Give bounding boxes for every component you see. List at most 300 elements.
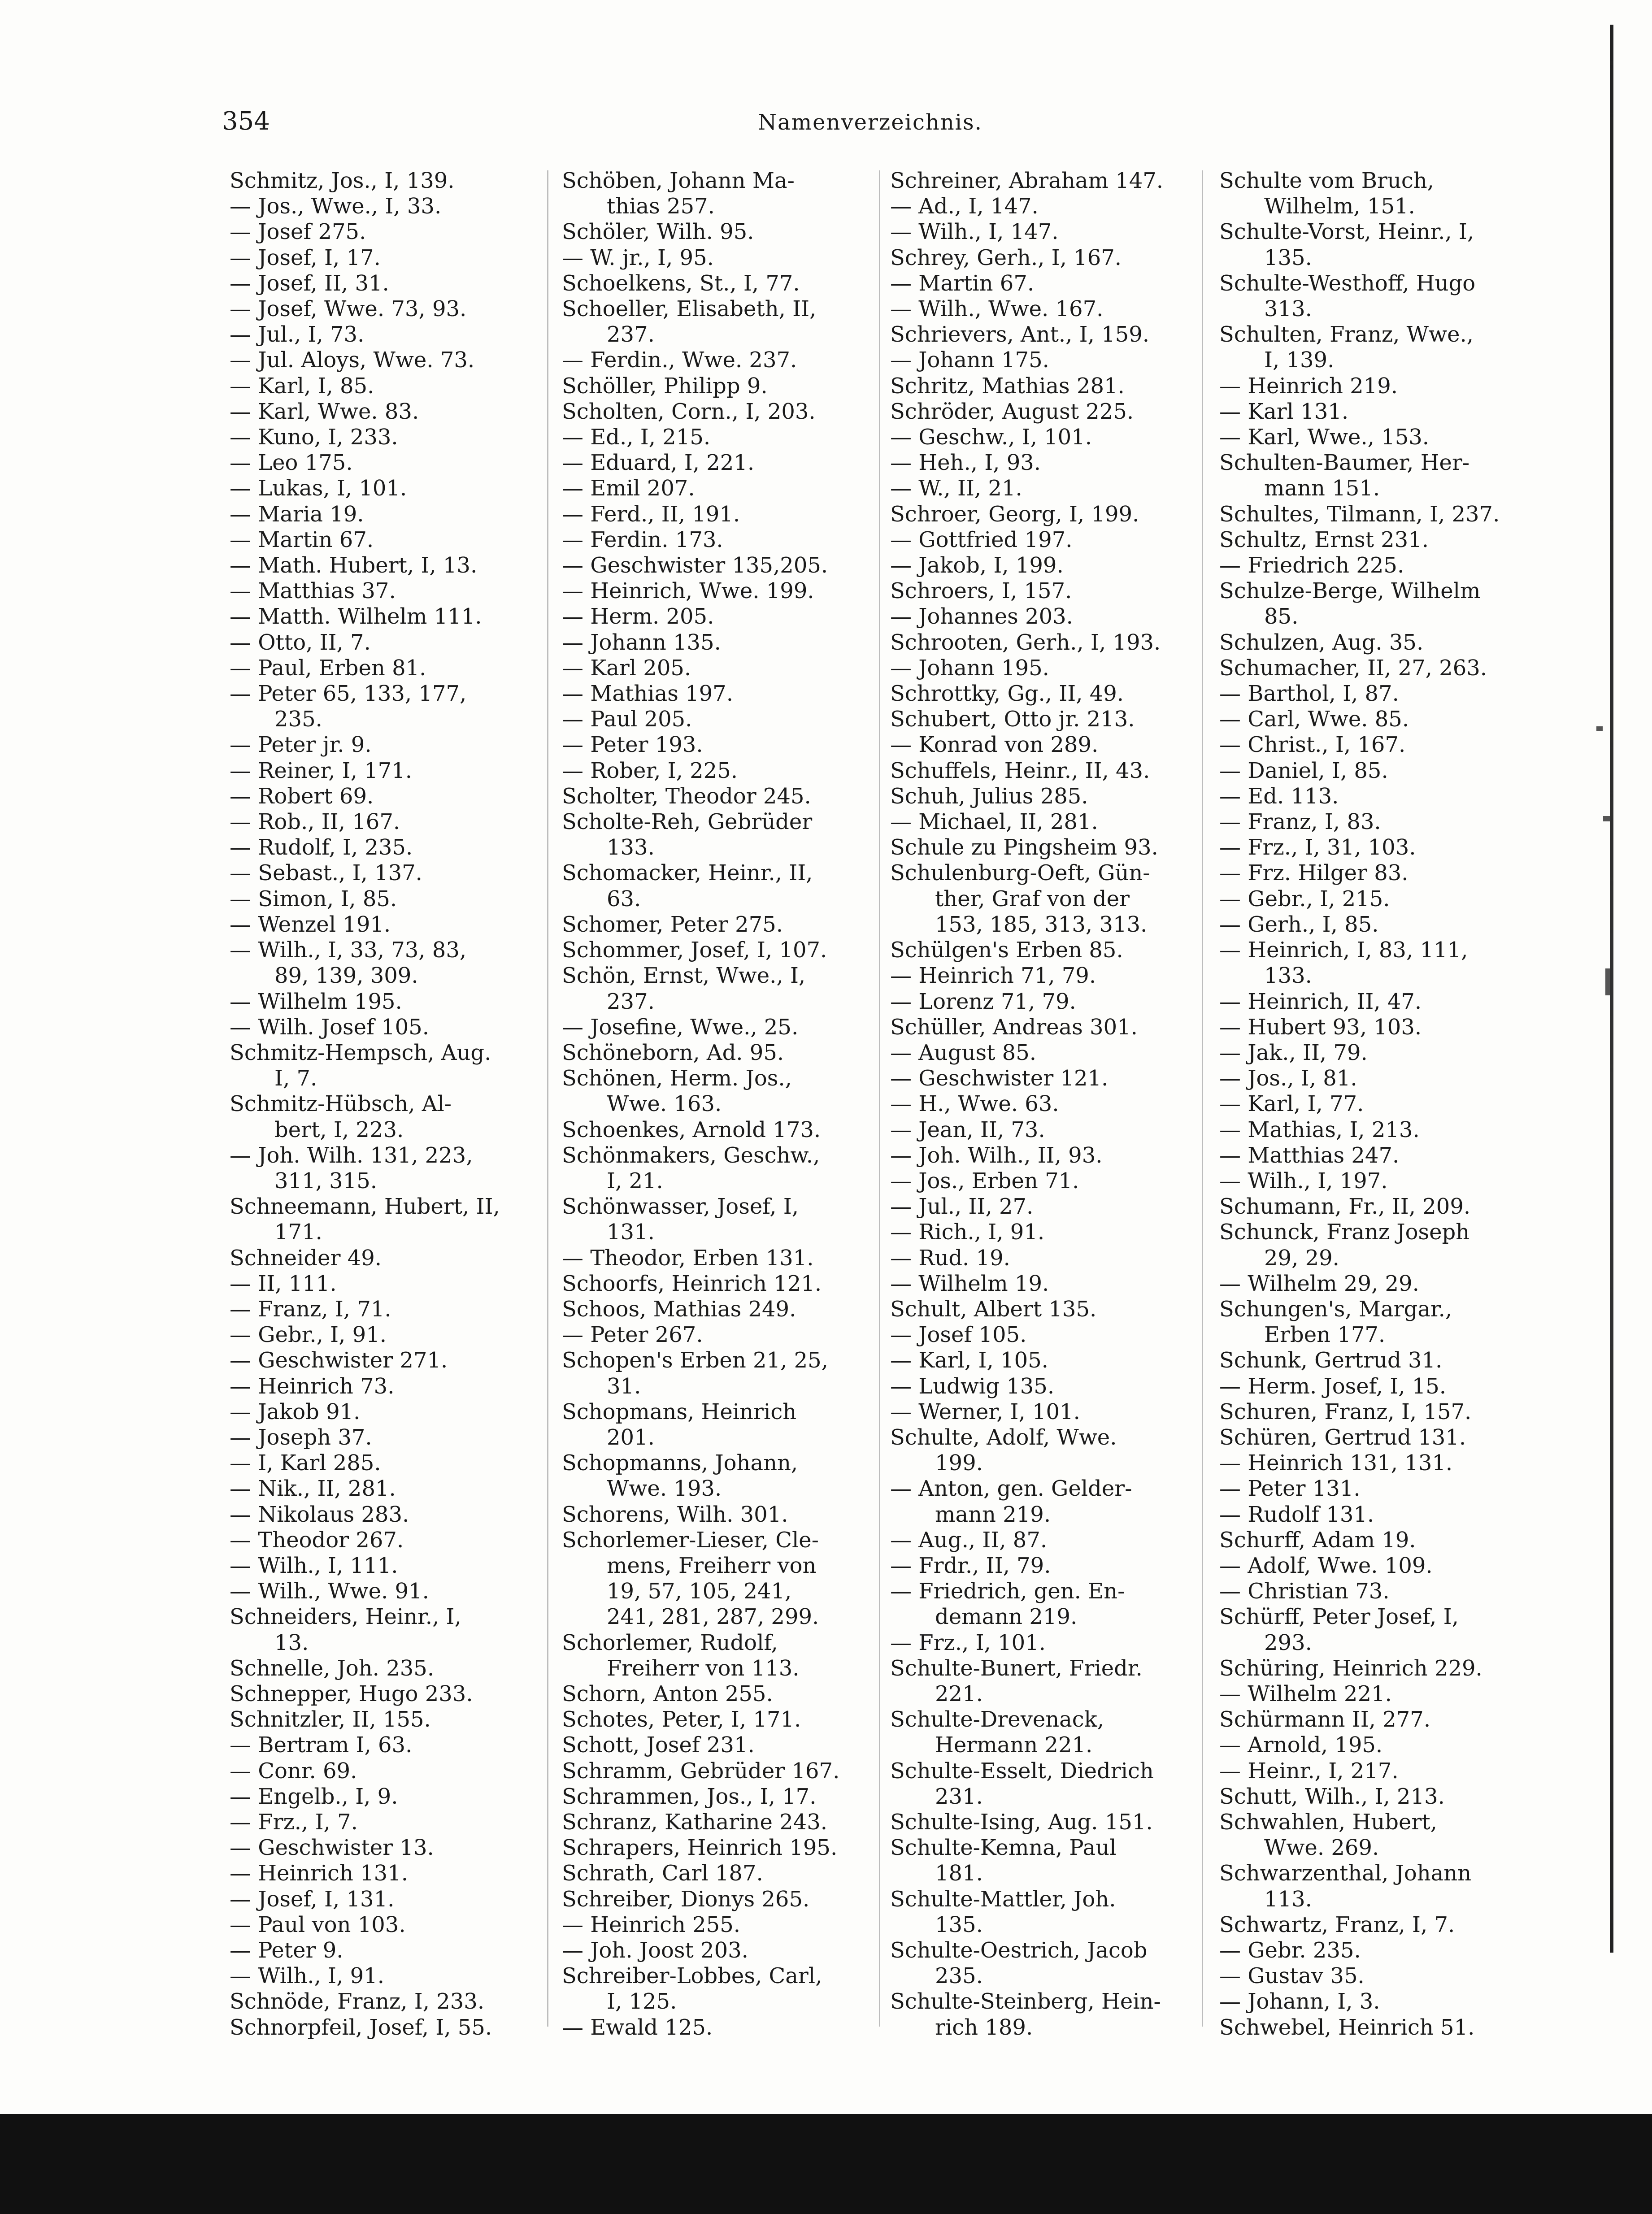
index-entry: — Heinrich, Wwe. 199. [562,578,814,604]
index-entry: 63. [607,886,641,912]
index-entry: — Johann, I, 3. [1219,1989,1380,2014]
index-entry: — Josefine, Wwe., 25. [562,1014,799,1040]
index-entry: 171. [274,1220,322,1245]
index-entry: Wwe. 163. [607,1091,722,1117]
index-entry: — Bertram I, 63. [230,1732,413,1758]
index-entry: Schopmanns, Johann, [562,1450,798,1476]
index-entry: — Joh. Wilh., II, 93. [890,1142,1103,1168]
index-entry: Schulte-Steinberg, Hein- [890,1989,1161,2014]
index-entry: Schnorpfeil, Josef, I, 55. [230,2014,492,2040]
index-entry: Schule zu Pingsheim 93. [890,835,1158,860]
index-entry: — Peter 193. [562,732,703,758]
index-entry: — Wilh., Wwe. 91. [230,1579,429,1604]
index-entry: 85. [1264,604,1299,629]
index-entry: — Wilh., I, 197. [1219,1168,1388,1194]
index-entry: Schulten-Baumer, Her- [1219,450,1470,476]
index-entry: Schutt, Wilh., I, 213. [1219,1784,1445,1809]
index-entry: — Josef 105. [890,1322,1027,1348]
index-entry: Schöler, Wilh. 95. [562,219,754,245]
index-entry: — Geschwister 271. [230,1348,448,1373]
index-entry: 13. [274,1630,309,1655]
index-entry: 89, 139, 309. [274,963,418,989]
index-entry: Schnitzler, II, 155. [230,1707,431,1732]
index-entry: — I, Karl 285. [230,1450,381,1476]
index-entry: — Nikolaus 283. [230,1502,409,1527]
index-entry: Wilhelm, 151. [1264,194,1415,219]
index-entry: Schumann, Fr., II, 209. [1219,1194,1471,1220]
index-column-3 [890,168,1204,2040]
index-entry: Schnöde, Franz, I, 233. [230,1989,485,2014]
index-entry: — Jakob, I, 199. [890,553,1064,578]
index-entry: 231. [935,1784,983,1809]
index-entry: Schulte vom Bruch, [1219,168,1434,193]
index-entry: Schröder, August 225. [890,399,1134,424]
index-column-2 [562,168,876,2040]
index-entry: Schrapers, Heinrich 195. [562,1835,838,1861]
index-entry: — W., II, 21. [890,476,1022,501]
column-divider [879,170,880,2027]
index-entry: — Gerh., I, 85. [1219,912,1379,937]
index-entry: Schneiders, Heinr., I, [230,1604,461,1630]
index-entry: — Mathias 197. [562,681,733,707]
index-entry: Schopen's Erben 21, 25, [562,1348,828,1373]
index-entry: thias 257. [607,194,715,219]
index-entry: — Ewald 125. [562,2014,713,2040]
index-entry: — Ed., I, 215. [562,425,711,450]
index-entry: — Karl, I, 85. [230,373,374,399]
index-entry: — Jul. Aloys, Wwe. 73. [230,347,475,373]
index-entry: 135. [935,1912,983,1937]
index-entry: 237. [607,989,655,1014]
index-entry: Erben 177. [1264,1322,1386,1348]
index-entry: Schomacker, Heinr., II, [562,860,813,886]
index-entry: I, 139. [1264,347,1335,373]
index-entry: — Karl 131. [1219,399,1349,424]
index-entry: — Frz. Hilger 83. [1219,860,1409,886]
index-entry: — II, 111. [230,1271,337,1296]
index-entry: 235. [935,1963,983,1989]
index-entry: Schultz, Ernst 231. [1219,527,1429,552]
index-entry: — Herm. Josef, I, 15. [1219,1373,1447,1399]
index-entry: Schoeller, Elisabeth, II, [562,296,817,322]
index-entry: mens, Freiherr von [607,1553,817,1578]
index-entry: 153, 185, 313, 313. [935,912,1148,937]
index-entry: — Martin 67. [230,527,374,552]
index-entry: Schroer, Georg, I, 199. [890,501,1139,527]
index-entry: — Math. Hubert, I, 13. [230,553,478,578]
index-entry: 19, 57, 105, 241, [607,1579,792,1604]
column-divider [547,170,548,2027]
index-entry: — Karl, I, 105. [890,1348,1048,1373]
index-entry: Schubert, Otto jr. 213. [890,707,1135,732]
index-entry: — Reiner, I, 171. [230,758,413,783]
index-entry: — Rich., I, 91. [890,1220,1045,1245]
index-entry: Schneemann, Hubert, II, [230,1194,500,1220]
index-entry: — Arnold, 195. [1219,1732,1383,1758]
index-entry: 31. [607,1373,641,1399]
index-entry: — Wilh. Josef 105. [230,1014,429,1040]
index-entry: Schotes, Peter, I, 171. [562,1707,801,1732]
index-entry: Schöben, Johann Ma- [562,168,795,193]
index-entry: — Johann 195. [890,655,1049,681]
index-entry: 131. [607,1220,655,1245]
index-entry: Schorlemer-Lieser, Cle- [562,1527,819,1553]
index-entry: — Karl, I, 77. [1219,1091,1364,1117]
index-entry: — Anton, gen. Gelder- [890,1476,1132,1502]
index-entry: — Heinrich, II, 47. [1219,989,1422,1014]
index-entry: — Jak., II, 79. [1219,1040,1368,1065]
index-entry: — Wilhelm 195. [230,989,402,1014]
index-entry: — Karl 205. [562,655,691,681]
page-number: 354 [222,107,270,136]
index-entry: — Joh. Joost 203. [562,1938,748,1963]
index-entry: 237. [607,322,655,347]
index-entry: 235. [274,707,322,732]
index-entry: — Jean, II, 73. [890,1117,1045,1142]
index-entry: Freiherr von 113. [607,1655,800,1681]
index-entry: Schulenburg-Oeft, Gün- [890,860,1150,886]
index-entry: Wwe. 193. [607,1476,722,1502]
index-entry: — Josef, II, 31. [230,270,389,296]
index-entry: 241, 281, 287, 299. [607,1604,819,1630]
index-entry: Scholten, Corn., I, 203. [562,399,816,424]
index-entry: — Nik., II, 281. [230,1476,396,1502]
index-entry: Schön, Ernst, Wwe., I, [562,963,806,989]
index-entry: — Peter 9. [230,1938,343,1963]
index-entry: — Barthol, I, 87. [1219,681,1399,707]
index-entry: — Heinrich, I, 83, 111, [1219,938,1468,963]
index-entry: Schoos, Mathias 249. [562,1296,796,1322]
index-entry: Schroers, I, 157. [890,578,1072,604]
index-entry: Schürmann II, 277. [1219,1707,1431,1732]
index-entry: demann 219. [935,1604,1078,1630]
index-entry: Schnepper, Hugo 233. [230,1681,473,1706]
index-entry: 133. [1264,963,1312,989]
index-entry: Schorlemer, Rudolf, [562,1630,778,1655]
index-entry: mann 219. [935,1502,1051,1527]
index-entry: — Jul., I, 73. [230,322,365,347]
index-entry: — Gebr. 235. [1219,1938,1361,1963]
index-entry: Schuh, Julius 285. [890,783,1088,809]
index-entry: — Johannes 203. [890,604,1073,629]
index-entry: Schoorfs, Heinrich 121. [562,1271,822,1296]
index-entry: — Josef 275. [230,219,366,245]
index-entry: — Eduard, I, 221. [562,450,755,476]
index-entry: — Rud. 19. [890,1245,1010,1271]
index-entry: Schnelle, Joh. 235. [230,1655,435,1681]
index-entry: Scholter, Theodor 245. [562,783,811,809]
index-entry: 201. [607,1424,655,1450]
index-entry: — Rudolf, I, 235. [230,835,413,860]
index-entry: — Heinrich 219. [1219,373,1398,399]
index-entry: Schrath, Carl 187. [562,1861,763,1886]
index-entry: 29, 29. [1264,1245,1339,1271]
index-entry: — Rober, I, 225. [562,758,738,783]
index-entry: — Gebr., I, 91. [230,1322,387,1348]
index-entry: — Friedrich, gen. En- [890,1579,1125,1604]
index-entry: — Matthias 247. [1219,1142,1400,1168]
index-entry: — Wilhelm 29, 29. [1219,1271,1419,1296]
index-entry: Schwartz, Franz, I, 7. [1219,1912,1455,1937]
index-entry: — Franz, I, 71. [230,1296,391,1322]
index-entry: — Hubert 93, 103. [1219,1014,1422,1040]
index-entry: Schönwasser, Josef, I, [562,1194,799,1220]
index-entry: 199. [935,1450,983,1476]
index-entry: — Heinrich 71, 79. [890,963,1096,989]
scan-speck [1596,726,1603,731]
index-entry: Schwarzenthal, Johann [1219,1861,1472,1886]
index-entry: Hermann 221. [935,1732,1093,1758]
index-entry: — Heinrich 255. [562,1912,741,1937]
index-entry: — August 85. [890,1040,1036,1065]
index-entry: — Frdr., II, 79. [890,1553,1051,1578]
scan-bottom-band [0,2114,1652,2214]
index-entry: — Christian 73. [1219,1579,1390,1604]
index-entry: 135. [1264,245,1312,270]
index-entry: — Peter jr. 9. [230,732,372,758]
index-entry: — Heh., I, 93. [890,450,1041,476]
index-entry: — Theodor 267. [230,1527,404,1553]
index-entry: Schüller, Andreas 301. [890,1014,1138,1040]
index-entry: Schranz, Katharine 243. [562,1810,828,1835]
index-entry: Schoelkens, St., I, 77. [562,270,800,296]
index-entry: — Rob., II, 167. [230,809,400,835]
index-entry: — Frz., I, 101. [890,1630,1046,1655]
index-entry: Wwe. 269. [1264,1835,1379,1861]
index-entry: — Herm. 205. [562,604,714,629]
index-entry: — Heinrich 73. [230,1373,395,1399]
index-column-1 [230,168,543,2040]
index-entry: Schurff, Adam 19. [1219,1527,1416,1553]
index-entry: — Friedrich 225. [1219,553,1404,578]
index-entry: Schumacher, II, 27, 263. [1219,655,1487,681]
index-entry: I, 7. [274,1066,317,1091]
index-entry: — Konrad von 289. [890,732,1099,758]
index-entry: Schmitz, Jos., I, 139. [230,168,455,193]
index-entry: — Gebr., I, 215. [1219,886,1390,912]
scan-speck [1603,816,1610,821]
index-entry: — Josef, Wwe. 73, 93. [230,296,467,322]
index-entry: — Geschwister 121. [890,1066,1109,1091]
index-entry: — Wenzel 191. [230,912,391,937]
index-entry: Schöneborn, Ad. 95. [562,1040,784,1065]
index-entry: — Heinrich 131. [230,1861,409,1886]
index-entry: Schott, Josef 231. [562,1732,755,1758]
index-entry: Schult, Albert 135. [890,1296,1097,1322]
index-entry: — Wilh., I, 91. [230,1963,384,1989]
index-entry: rich 189. [935,2014,1033,2040]
index-entry: — Jos., Wwe., I, 33. [230,194,442,219]
index-entry: — Johann 135. [562,629,721,655]
index-entry: — H., Wwe. 63. [890,1091,1059,1117]
index-entry: — Jul., II, 27. [890,1194,1034,1220]
index-entry: Schüring, Heinrich 229. [1219,1655,1482,1681]
index-entry: Scholte-Reh, Gebrüder [562,809,813,835]
index-entry: — Jos., I, 81. [1219,1066,1357,1091]
index-entry: — Geschw., I, 101. [890,425,1092,450]
index-entry: Schommer, Josef, I, 107. [562,938,827,963]
index-entry: — Johann 175. [890,347,1049,373]
index-entry: — Christ., I, 167. [1219,732,1406,758]
index-entry: Schmitz-Hempsch, Aug. [230,1040,491,1065]
index-entry: Schulte-Esselt, Diedrich [890,1758,1154,1784]
index-entry: — Matthias 37. [230,578,396,604]
index-entry: — Sebast., I, 137. [230,860,422,886]
index-entry: Schulte-Kemna, Paul [890,1835,1117,1861]
index-entry: — Heinr., I, 217. [1219,1758,1399,1784]
index-entry: — Geschwister 135,205. [562,553,828,578]
index-entry: 133. [607,835,655,860]
index-entry: — Karl, Wwe., 153. [1219,425,1430,450]
index-entry: Schürff, Peter Josef, I, [1219,1604,1459,1630]
index-entry: — Wilhelm 19. [890,1271,1049,1296]
index-entry: — Kuno, I, 233. [230,425,398,450]
index-entry: Schönen, Herm. Jos., [562,1066,792,1091]
index-entry: — Simon, I, 85. [230,886,397,912]
index-entry: Schulzen, Aug. 35. [1219,629,1424,655]
index-entry: Schreiber, Dionys 265. [562,1886,810,1912]
index-entry: Schulte-Vorst, Heinr., I, [1219,219,1474,245]
index-entry: Schulte-Ising, Aug. 151. [890,1810,1153,1835]
index-entry: — Paul von 103. [230,1912,406,1937]
index-entry: — Frz., I, 31, 103. [1219,835,1416,860]
index-entry: — Robert 69. [230,783,374,809]
index-entry: Schultes, Tilmann, I, 237. [1219,501,1500,527]
index-entry: 313. [1264,296,1312,322]
index-entry: mann 151. [1264,476,1380,501]
index-entry: — Ad., I, 147. [890,194,1039,219]
index-entry: I, 125. [607,1989,677,2014]
index-entry: — Jakob 91. [230,1399,361,1424]
index-entry: — Theodor, Erben 131. [562,1245,814,1271]
index-entry: — Joh. Wilh. 131, 223, [230,1142,473,1168]
index-entry: Schomer, Peter 275. [562,912,783,937]
index-entry: Schmitz-Hübsch, Al- [230,1091,452,1117]
index-entry: Schrievers, Ant., I, 159. [890,322,1149,347]
index-entry: — Gottfried 197. [890,527,1073,552]
index-entry: Schulte, Adolf, Wwe. [890,1424,1117,1450]
index-entry: Schorn, Anton 255. [562,1681,773,1706]
index-entry: — Engelb., I, 9. [230,1784,398,1809]
index-entry: — Ferdin. 173. [562,527,723,552]
index-entry: 293. [1264,1630,1312,1655]
index-entry: — Rudolf 131. [1219,1502,1374,1527]
index-entry: Schneider 49. [230,1245,382,1271]
index-entry: Schulte-Drevenack, [890,1707,1104,1732]
index-entry: Schuren, Franz, I, 157. [1219,1399,1472,1424]
index-entry: Schorens, Wilh. 301. [562,1502,788,1527]
index-entry: — Matth. Wilhelm 111. [230,604,482,629]
index-entry: — Franz, I, 83. [1219,809,1381,835]
scan-edge-line [1610,25,1613,1953]
index-entry: 113. [1264,1886,1312,1912]
index-entry: Schulten, Franz, Wwe., [1219,322,1474,347]
index-entry: Schreiner, Abraham 147. [890,168,1164,193]
index-entry: — Daniel, I, 85. [1219,758,1388,783]
index-entry: Schunk, Gertrud 31. [1219,1348,1443,1373]
index-entry: Schritz, Mathias 281. [890,373,1125,399]
index-entry: — Peter 131. [1219,1476,1361,1502]
index-entry: Schulte-Bunert, Friedr. [890,1655,1143,1681]
index-entry: — Mathias, I, 213. [1219,1117,1420,1142]
index-entry: — Josef, I, 131. [230,1886,395,1912]
index-entry: Schreiber-Lobbes, Carl, [562,1963,822,1989]
index-entry: — Michael, II, 281. [890,809,1098,835]
index-entry: — Peter 267. [562,1322,703,1348]
index-entry: 221. [935,1681,983,1706]
index-entry: — Wilh., I, 33, 73, 83, [230,938,467,963]
index-column-4 [1219,168,1533,2040]
index-entry: — Adolf, Wwe. 109. [1219,1553,1433,1578]
index-entry: Schrooten, Gerh., I, 193. [890,629,1161,655]
index-entry: Schulze-Berge, Wilhelm [1219,578,1481,604]
index-entry: — Ed. 113. [1219,783,1339,809]
index-entry: Schöller, Philipp 9. [562,373,768,399]
index-entry: — Heinrich 131, 131. [1219,1450,1453,1476]
index-entry: Schoenkes, Arnold 173. [562,1117,821,1142]
index-entry: — Martin 67. [890,270,1035,296]
index-entry: Schrammen, Jos., I, 17. [562,1784,817,1809]
index-entry: Schrottky, Gg., II, 49. [890,681,1124,707]
index-entry: — Ferdin., Wwe. 237. [562,347,797,373]
index-entry: I, 21. [607,1168,663,1194]
index-entry: — Josef, I, 17. [230,245,381,270]
index-entry: — Lukas, I, 101. [230,476,407,501]
scan-speck [1605,968,1610,995]
index-entry: — Wilh., I, 147. [890,219,1059,245]
index-entry: — Aug., II, 87. [890,1527,1048,1553]
index-entry: — Joseph 37. [230,1424,372,1450]
index-entry: — Conr. 69. [230,1758,357,1784]
index-entry: — Gustav 35. [1219,1963,1365,1989]
index-entry: Schülgen's Erben 85. [890,938,1123,963]
index-entry: Schüren, Gertrud 131. [1219,1424,1466,1450]
index-entry: — Ludwig 135. [890,1373,1055,1399]
index-entry: — Otto, II, 7. [230,629,371,655]
index-entry: — Werner, I, 101. [890,1399,1080,1424]
index-entry: Schuffels, Heinr., II, 43. [890,758,1150,783]
index-entry: — Emil 207. [562,476,695,501]
index-entry: — Paul 205. [562,707,692,732]
index-entry: Schulte-Mattler, Joh. [890,1886,1116,1912]
index-entry: — Wilhelm 221. [1219,1681,1392,1706]
index-entry: 311, 315. [274,1168,378,1194]
index-entry: Schwahlen, Hubert, [1219,1810,1437,1835]
index-entry: Schunck, Franz Joseph [1219,1220,1470,1245]
index-entry: — Geschwister 13. [230,1835,434,1861]
index-entry: 181. [935,1861,983,1886]
index-entry: — Leo 175. [230,450,353,476]
index-entry: — Lorenz 71, 79. [890,989,1076,1014]
index-entry: — Wilh., I, 111. [230,1553,398,1578]
index-entry: — Carl, Wwe. 85. [1219,707,1409,732]
index-entry: — Maria 19. [230,501,364,527]
index-entry: Schrey, Gerh., I, 167. [890,245,1122,270]
index-entry: — Frz., I, 7. [230,1810,358,1835]
index-entry: ther, Graf von der [935,886,1130,912]
index-entry: — Karl, Wwe. 83. [230,399,419,424]
index-entry: — W. jr., I, 95. [562,245,714,270]
index-entry: — Wilh., Wwe. 167. [890,296,1104,322]
index-entry: Schulte-Westhoff, Hugo [1219,270,1476,296]
index-entry: Schramm, Gebrüder 167. [562,1758,840,1784]
index-entry: — Peter 65, 133, 177, [230,681,467,707]
index-entry: — Paul, Erben 81. [230,655,426,681]
index-entry: Schwebel, Heinrich 51. [1219,2014,1475,2040]
index-entry: Schönmakers, Geschw., [562,1142,820,1168]
index-entry: bert, I, 223. [274,1117,404,1142]
index-entry: — Jos., Erben 71. [890,1168,1079,1194]
